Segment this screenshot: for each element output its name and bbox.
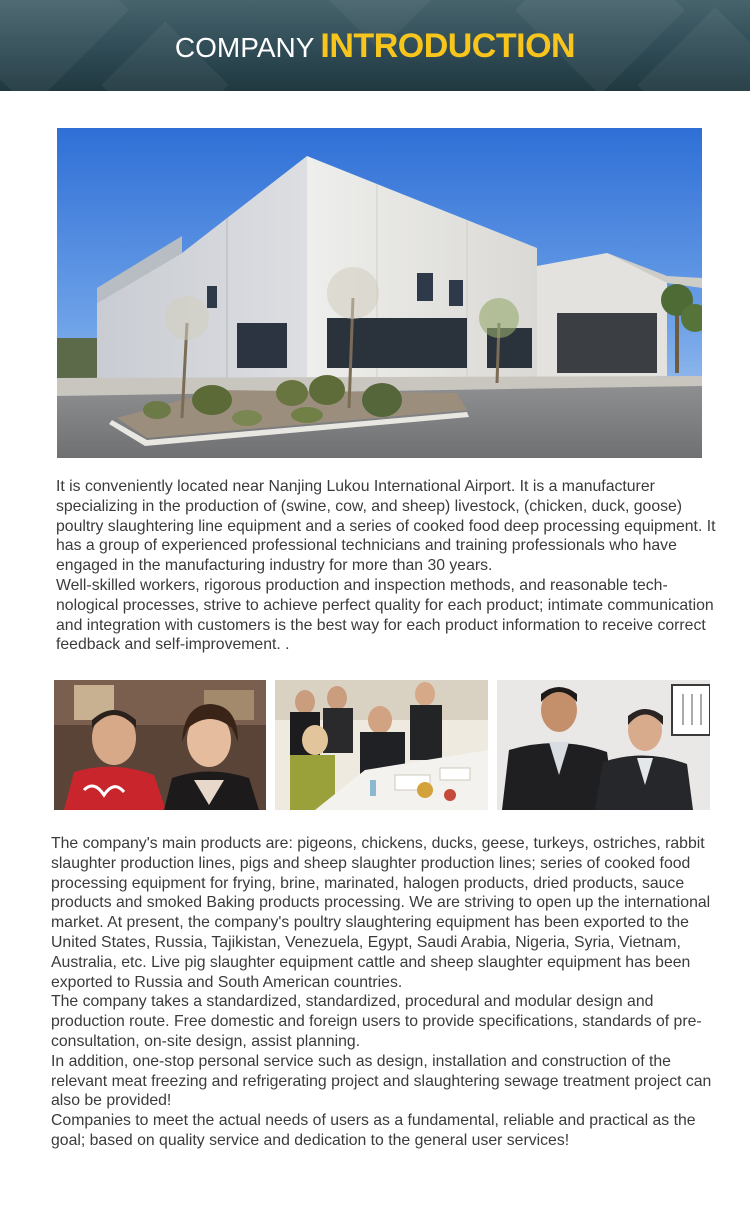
- header-banner: [0, 0, 750, 91]
- products-paragraph: In addition, one-stop personal service such as design, installation and construction of the relevant meat freezing and refrigerating project and slaughtering sewage treatment project can also be provided!: [51, 1052, 712, 1110]
- banner-title-bold: INTRODUCTION: [320, 27, 576, 65]
- intro-paragraph: Well-skilled workers, rigorous production and inspection methods, and reasonable technological processes, strive to achieve perfect quality for each product; intimate communication and integration with customers is the best way for each product information to receive correct feedback and self-improvement. .: [56, 576, 714, 654]
- partners-handshake-photo: [497, 680, 710, 810]
- intro-paragraph: It is conveniently located near Nanjing Lukou International Airport. It is a manufacturer specializing in the production of (swine, cow, and sheep) livestock, (chicken, duck, goose) poultry slaughtering line equipment and a series of cooked food deep processing equipment. It has a group of experienced professional technicians and training professionals who have engaged in the manufacturing industry for more than 30 years.: [56, 478, 716, 575]
- factory-building-photo: [57, 128, 702, 458]
- team-portrait-photo: [54, 680, 266, 810]
- products-paragraph: The company's main products are: pigeons, chickens, ducks, geese, turkeys, ostriches, rabbit slaughter production lines, pigs and sheep slaughter production lines; series of cooked food processing equipment for frying, brine, marinated, halogen products, dried products, sauce products and smoked Baking products processing. We are striving to open up the international market. At present, the company's poultry slaughtering equipment has been exported to the United States, Russia, Tajikistan, Venezuela, Egypt, Saudi Arabia, Nigeria, Syria, Vietnam, Australia, etc. Live pig slaughter equipment cattle and sheep slaughter equipment has been exported to Russia and South American countries.: [51, 835, 711, 991]
- intro-text: [56, 477, 716, 655]
- photo-row: [54, 680, 710, 810]
- meeting-table-photo: [275, 680, 488, 810]
- banner-title-plain: COMPANY: [174, 32, 315, 63]
- products-paragraph: The company takes a standardized, standardized, procedural and modular design and production route. Free domestic and foreign users to provide specifications, standards of pre-consultation, on-site design, assist planning.: [51, 993, 702, 1050]
- banner-title: [0, 26, 750, 68]
- products-paragraph: Companies to meet the actual needs of users as a fundamental, reliable and practical as the goal; based on quality service and dedication to the general user services!: [51, 1112, 696, 1149]
- products-text: [51, 834, 716, 1151]
